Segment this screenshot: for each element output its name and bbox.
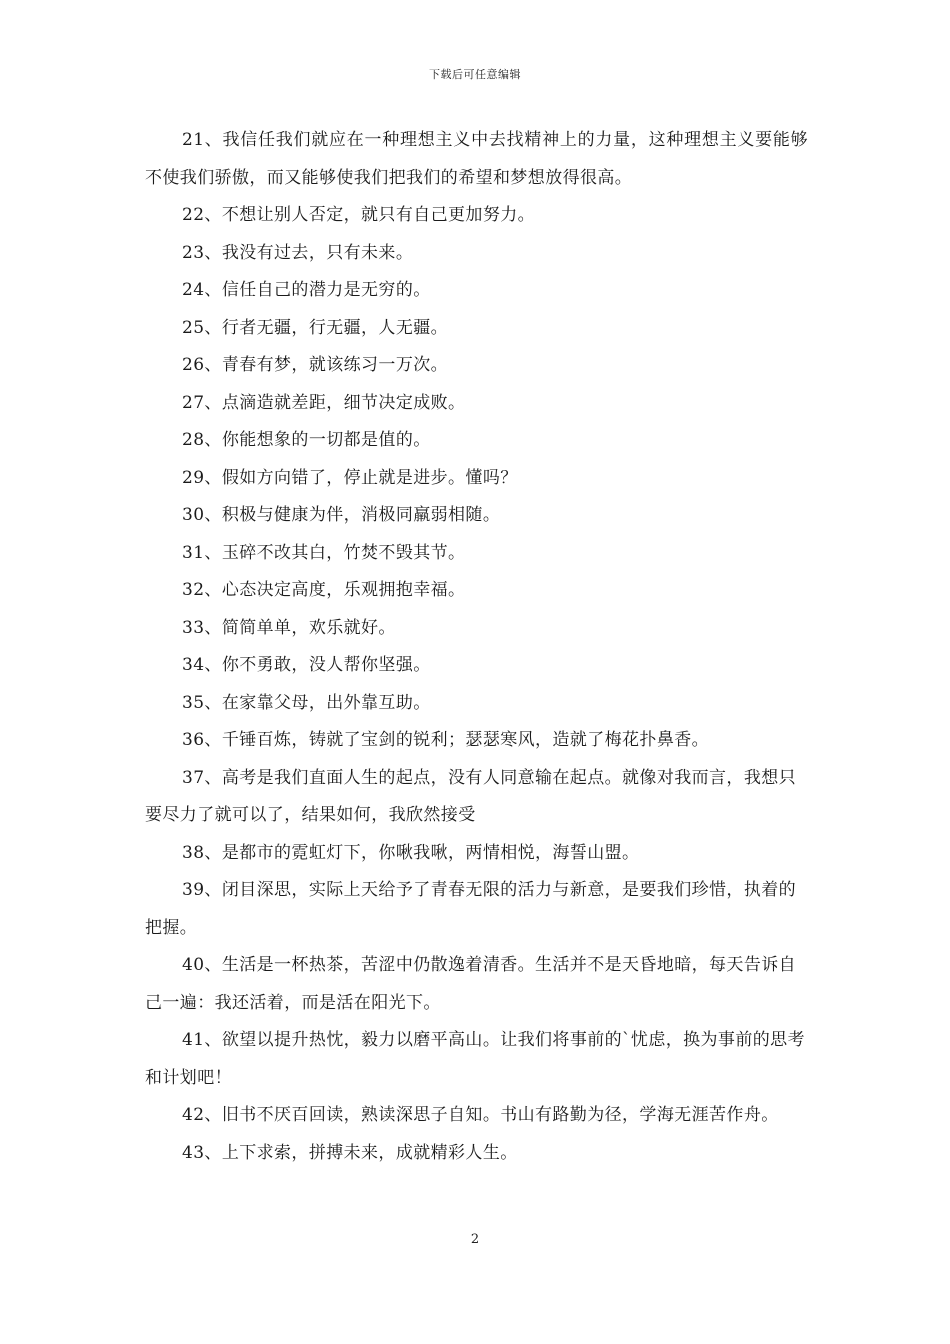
list-item: 38、是都市的霓虹灯下，你啾我啾，两情相悦，海誓山盟。	[182, 842, 640, 863]
list-item: 32、心态决定高度，乐观拥抱幸福。	[182, 580, 466, 600]
list-item: 29、假如方向错了，停止就是进步。懂吗？	[182, 467, 518, 488]
list-item: 30、积极与健康为伴，消极同羸弱相随。	[182, 505, 501, 525]
list-item: 24、信任自己的潜力是无穷的。	[182, 280, 431, 300]
list-item: 25、行者无疆，行无疆，人无疆。	[182, 317, 449, 338]
list-item: 23、我没有过去，只有未来。	[182, 242, 414, 263]
list-item: 35、在家靠父母，出外靠互助。	[182, 692, 431, 713]
list-item: 40、生活是一杯热茶，苦涩中仍散逸着清香。生活并不是天昏地暗，每天告诉自己一遍：我还活着，而是活在阳光下。	[145, 955, 797, 1013]
list-item: 21、我信任我们就应在一种理想主义中去找精神上的力量，这种理想主义要能够不使我们骄傲，而又能够使我们把我们的希望和梦想放得很高。	[145, 130, 808, 188]
list-item: 27、点滴造就差距，细节决定成败。	[182, 392, 466, 413]
list-item: 33、简简单单，欢乐就好。	[182, 617, 396, 638]
list-item: 39、闭目深思，实际上天给予了青春无限的活力与新意，是要我们珍惜，执着的把握。	[145, 880, 797, 938]
list-item: 36、千锤百炼，铸就了宝剑的锐利；瑟瑟寒风，造就了梅花扑鼻香。	[182, 730, 710, 750]
list-item: 31、玉碎不改其白，竹焚不毁其节。	[182, 542, 466, 563]
list-item: 26、青春有梦，就该练习一万次。	[182, 355, 449, 375]
list-item: 42、旧书不厌百回读，熟读深思子自知。书山有路勤为径，学海无涯苦作舟。	[182, 1105, 779, 1125]
page-number: 2	[470, 1232, 480, 1247]
list-item: 34、你不勇敢，没人帮你坚强。	[182, 655, 431, 675]
list-item: 37、高考是我们直面人生的起点，没有人同意输在起点。就像对我而言，我想只要尽力了就可以了，结果如何，我欣然接受	[145, 767, 797, 825]
document-body	[145, 122, 808, 1172]
list-item: 28、你能想象的一切都是值的。	[182, 430, 431, 450]
list-item: 22、不想让别人否定，就只有自己更加努力。	[182, 205, 536, 225]
list-item: 41、欲望以提升热忱，毅力以磨平高山。让我们将事前的`忧虑，换为事前的思考和计划吧！	[145, 1030, 805, 1088]
page-header: 下载后可任意编辑	[429, 68, 521, 81]
list-item: 43、上下求索，拼搏未来，成就精彩人生。	[182, 1142, 518, 1163]
